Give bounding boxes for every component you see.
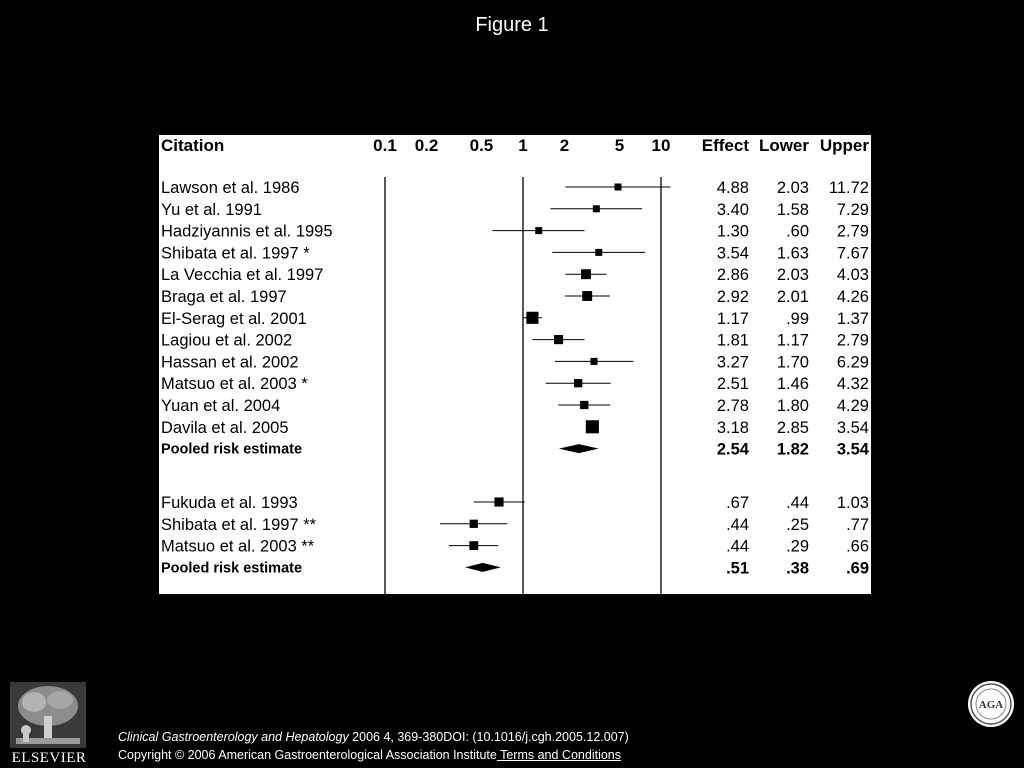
upper-value: 4.26 (836, 288, 869, 306)
study-row (161, 288, 869, 306)
upper-value: 4.03 (836, 266, 869, 285)
effect-marker (554, 335, 563, 344)
pooled-lower-value: 1.82 (776, 440, 809, 459)
lower-value: 1.17 (776, 331, 809, 350)
effect-marker (593, 205, 600, 212)
lower-value: 2.03 (776, 179, 809, 197)
pooled-diamond (559, 444, 599, 453)
study-citation: El-Serag et al. 2001 (161, 309, 307, 328)
upper-value: 1.37 (836, 309, 869, 328)
upper-value: 11.72 (828, 179, 869, 197)
pooled-row (161, 441, 870, 459)
upper-value: .77 (846, 515, 869, 534)
pooled-upper-value: .69 (846, 559, 869, 578)
effect-marker (615, 184, 622, 191)
study-row (161, 201, 869, 219)
lower-value: 1.58 (776, 200, 809, 219)
header-effect: Effect (701, 136, 749, 155)
lower-value: 2.85 (776, 418, 809, 437)
effect-marker (581, 269, 591, 279)
lower-value: .99 (786, 309, 809, 328)
copyright-text: Copyright © 2006 American Gastroenterological Association Institute (118, 748, 497, 762)
effect-marker (469, 541, 478, 550)
effect-marker (470, 520, 478, 528)
study-row (161, 310, 869, 328)
lower-value: 1.70 (776, 353, 809, 372)
elsevier-wordmark: ELSEVIER (11, 750, 87, 766)
effect-value: 3.40 (716, 200, 749, 219)
lower-value: .60 (786, 222, 809, 241)
study-row (161, 353, 869, 371)
study-citation: Matsuo et al. 2003 ** (161, 537, 315, 556)
study-row (161, 244, 869, 262)
effect-marker (586, 420, 599, 433)
forest-plot (159, 135, 871, 594)
header-lower: Lower (758, 136, 809, 155)
x-tick-label: 2 (559, 136, 570, 155)
upper-value: 7.67 (836, 244, 869, 263)
aga-seal-icon (967, 680, 1015, 728)
effect-marker (494, 497, 503, 506)
x-tick-label: 5 (614, 136, 625, 155)
study-citation: Davila et al. 2005 (161, 418, 289, 437)
aga-seal-text: AGA (978, 699, 1004, 711)
pooled-row (161, 559, 869, 577)
effect-value: 3.54 (716, 244, 749, 263)
study-row (161, 223, 869, 241)
lower-value: .44 (786, 494, 809, 512)
upper-value: 7.29 (836, 200, 869, 219)
pooled-effect-value: 2.54 (716, 440, 749, 459)
study-citation: Yu et al. 1991 (161, 200, 262, 219)
study-row (161, 266, 869, 284)
effect-value: 1.30 (716, 222, 749, 241)
lower-value: .25 (786, 515, 809, 534)
effect-value: 2.51 (716, 375, 749, 394)
effect-value: .67 (726, 494, 749, 512)
pooled-lower-value: .38 (786, 559, 809, 578)
study-citation: Lagiou et al. 2002 (161, 331, 293, 350)
effect-value: 2.86 (716, 266, 749, 285)
terms-and-conditions-link[interactable]: Terms and Conditions (496, 748, 621, 762)
page-title: Figure 1 (475, 14, 549, 36)
pooled-upper-value: 3.54 (836, 440, 869, 459)
x-tick-label: 0.1 (373, 136, 397, 155)
lower-value: 1.80 (776, 397, 809, 415)
study-group (161, 179, 870, 459)
study-row (161, 375, 869, 393)
study-row (161, 397, 869, 415)
study-row (161, 332, 869, 350)
upper-value: 4.32 (836, 375, 869, 394)
study-citation: Fukuda et al. 1993 (161, 494, 298, 512)
header-citation: Citation (161, 136, 225, 155)
effect-marker (595, 249, 602, 256)
effect-marker (574, 379, 582, 387)
lower-value: 1.63 (776, 244, 809, 263)
effect-value: .44 (726, 515, 749, 534)
study-citation: Matsuo et al. 2003 * (161, 375, 308, 394)
study-citation: Hassan et al. 2002 (161, 353, 299, 372)
effect-marker (580, 401, 588, 409)
study-rows (161, 179, 870, 577)
pooled-citation: Pooled risk estimate (161, 441, 303, 458)
copyright-line (118, 748, 621, 762)
study-row (161, 516, 869, 534)
effect-marker (526, 312, 538, 324)
header-upper: Upper (819, 136, 869, 155)
reference-lines (385, 177, 661, 594)
effect-value: 1.81 (716, 331, 749, 350)
study-citation: Hadziyannis et al. 1995 (161, 222, 333, 241)
header-row (161, 136, 869, 155)
lower-value: 2.01 (776, 288, 809, 306)
upper-value: 3.54 (836, 418, 869, 437)
journal-name: Clinical Gastroenterology and Hepatology (118, 730, 349, 744)
pooled-citation: Pooled risk estimate (161, 560, 303, 577)
study-row (161, 179, 869, 197)
effect-marker (535, 227, 542, 234)
x-tick-label: 0.5 (469, 136, 494, 155)
forest-plot-panel (159, 135, 871, 594)
study-citation: Lawson et al. 1986 (161, 179, 300, 197)
effect-value: 3.27 (716, 353, 749, 372)
x-tick-label: 10 (651, 136, 671, 155)
x-tick-label: 0.2 (414, 136, 439, 155)
study-row (161, 538, 869, 556)
citation-line (118, 730, 629, 744)
study-citation: La Vecchia et al. 1997 (161, 266, 324, 285)
study-row (161, 419, 869, 437)
x-tick-label: 1 (518, 136, 528, 155)
upper-value: 1.03 (836, 494, 869, 512)
effect-marker (582, 291, 592, 301)
effect-marker (591, 358, 598, 365)
upper-value: 4.29 (836, 397, 869, 415)
upper-value: .66 (846, 537, 869, 556)
effect-value: 2.78 (716, 397, 749, 415)
study-group (161, 494, 869, 577)
pooled-diamond (465, 563, 501, 572)
study-citation: Braga et al. 1997 (161, 288, 287, 306)
study-citation: Shibata et al. 1997 * (161, 244, 310, 263)
effect-value: 1.17 (716, 309, 749, 328)
study-citation: Yuan et al. 2004 (161, 397, 281, 415)
effect-value: 3.18 (716, 418, 749, 437)
citation-details: 2006 4, 369-380DOI: (10.1016/j.cgh.2005.12.007) (348, 730, 629, 744)
upper-value: 6.29 (836, 353, 869, 372)
study-row (161, 494, 869, 512)
upper-value: 2.79 (836, 331, 869, 350)
pooled-effect-value: .51 (726, 559, 749, 578)
upper-value: 2.79 (836, 222, 869, 241)
effect-value: 2.92 (716, 288, 749, 306)
study-citation: Shibata et al. 1997 ** (161, 515, 317, 534)
lower-value: .29 (786, 537, 809, 556)
lower-value: 1.46 (776, 375, 809, 394)
lower-value: 2.03 (776, 266, 809, 285)
effect-value: 4.88 (716, 179, 749, 197)
effect-value: .44 (726, 537, 749, 556)
